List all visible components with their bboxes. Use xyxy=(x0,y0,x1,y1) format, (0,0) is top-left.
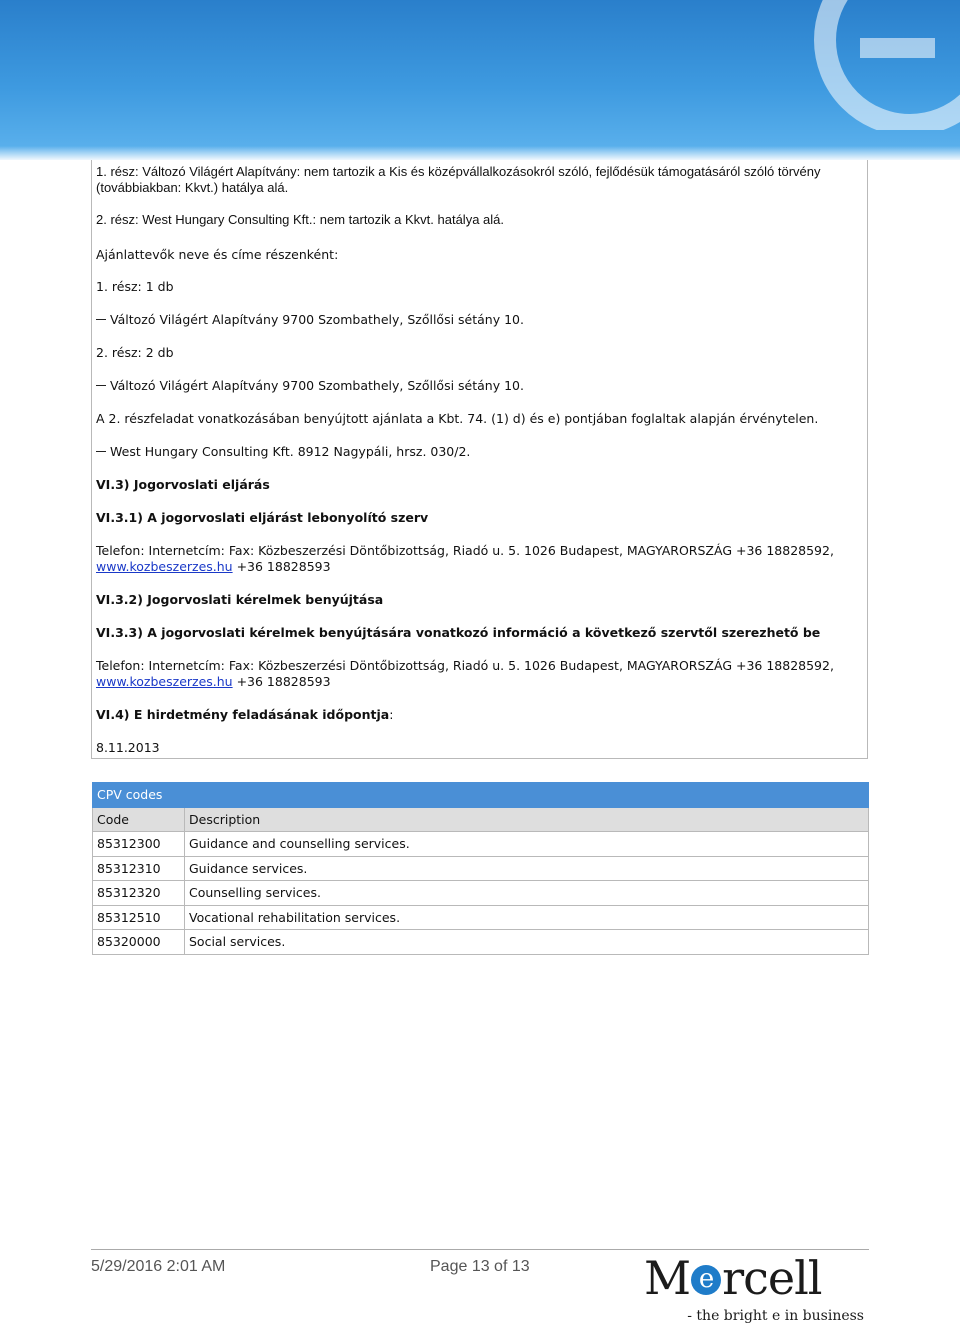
text-line: 2. rész: 2 db xyxy=(96,345,174,360)
contact-line-2: www.kozbeszerzes.hu +36 18828593 xyxy=(96,559,331,574)
cpv-description: Social services. xyxy=(185,930,869,955)
table-row xyxy=(93,930,869,955)
cpv-code: 85312310 xyxy=(93,856,185,881)
section-heading: VI.4) E hirdetmény feladásának időpontja: xyxy=(96,707,394,722)
website-link[interactable]: www.kozbeszerzes.hu xyxy=(96,559,233,574)
section-heading: VI.3.2) Jogorvoslati kérelmek benyújtása xyxy=(96,592,384,607)
cpv-description: Guidance and counselling services. xyxy=(185,832,869,857)
cpv-title-row xyxy=(93,783,869,808)
cpv-title: CPV codes xyxy=(93,783,869,808)
text-line: 2. rész: West Hungary Consulting Kft.: nem tartozik a Kkvt. hatálya alá. xyxy=(96,212,504,227)
marcell-logo xyxy=(644,1252,868,1328)
text-line: (továbbiakban: Kkvt.) hatálya alá. xyxy=(96,180,289,195)
brand-e-icon: e xyxy=(691,1265,721,1295)
section-heading: VI.3) Jogorvoslati eljárás xyxy=(96,477,270,492)
column-header-code: Code xyxy=(93,807,185,832)
cpv-code: 85320000 xyxy=(93,930,185,955)
header-banner xyxy=(0,0,960,160)
contact-line: Telefon: Internetcím: Fax: Közbeszerzési Döntőbizottság, Riadó u. 5. 1026 Budapest, MAGYARORSZÁG +36 18828592, xyxy=(96,658,834,673)
footer-divider xyxy=(91,1249,869,1250)
cpv-description: Vocational rehabilitation services. xyxy=(185,905,869,930)
bidder-line: Változó Világért Alapítvány 9700 Szombathely, Szőllősi sétány 10. xyxy=(96,378,524,394)
cpv-code: 85312320 xyxy=(93,881,185,906)
table-row xyxy=(93,832,869,857)
cpv-code: 85312510 xyxy=(93,905,185,930)
contact-line-2: www.kozbeszerzes.hu +36 18828593 xyxy=(96,674,331,689)
cpv-table xyxy=(92,782,869,955)
dash-icon xyxy=(96,451,106,452)
table-row xyxy=(93,881,869,906)
cpv-description: Guidance services. xyxy=(185,856,869,881)
bidder-line: Változó Világért Alapítvány 9700 Szombathely, Szőllősi sétány 10. xyxy=(96,312,524,328)
cpv-code: 85312300 xyxy=(93,832,185,857)
table-row xyxy=(93,905,869,930)
text-line: 1. rész: Változó Világért Alapítvány: nem tartozik a Kis és középvállalkozásokról szóló, fejlődésük támogatásáról szóló törvény xyxy=(96,164,821,179)
brand-wordmark: M e rcell xyxy=(644,1251,822,1305)
text-line: Ajánlattevők neve és címe részenként: xyxy=(96,247,339,262)
dash-icon xyxy=(96,319,106,320)
publication-date: 8.11.2013 xyxy=(96,740,160,755)
e-logo-icon xyxy=(800,0,960,130)
contact-line: Telefon: Internetcím: Fax: Közbeszerzési Döntőbizottság, Riadó u. 5. 1026 Budapest, MAGYARORSZÁG +36 18828592, xyxy=(96,543,834,558)
footer-date: 5/29/2016 2:01 AM xyxy=(91,1258,226,1275)
column-header-description: Description xyxy=(185,807,869,832)
table-row xyxy=(93,856,869,881)
bidder-line: West Hungary Consulting Kft. 8912 Nagypáli, hrsz. 030/2. xyxy=(96,444,470,460)
footer-page-number: Page 13 of 13 xyxy=(430,1258,530,1275)
brand-tagline: - the bright e in business xyxy=(687,1308,864,1324)
text-line: A 2. részfeladat vonatkozásában benyújtott ajánlata a Kbt. 74. (1) d) és e) pontjában foglaltak alapján érvénytelen. xyxy=(96,411,819,426)
text-line: 1. rész: 1 db xyxy=(96,279,174,294)
section-heading: VI.3.3) A jogorvoslati kérelmek benyújtására vonatkozó információ a következő szervtől szerezhető be xyxy=(96,625,821,640)
cpv-column-header-row xyxy=(93,807,869,832)
website-link[interactable]: www.kozbeszerzes.hu xyxy=(96,674,233,689)
dash-icon xyxy=(96,385,106,386)
section-heading: VI.3.1) A jogorvoslati eljárást lebonyolító szerv xyxy=(96,510,429,525)
cpv-description: Counselling services. xyxy=(185,881,869,906)
